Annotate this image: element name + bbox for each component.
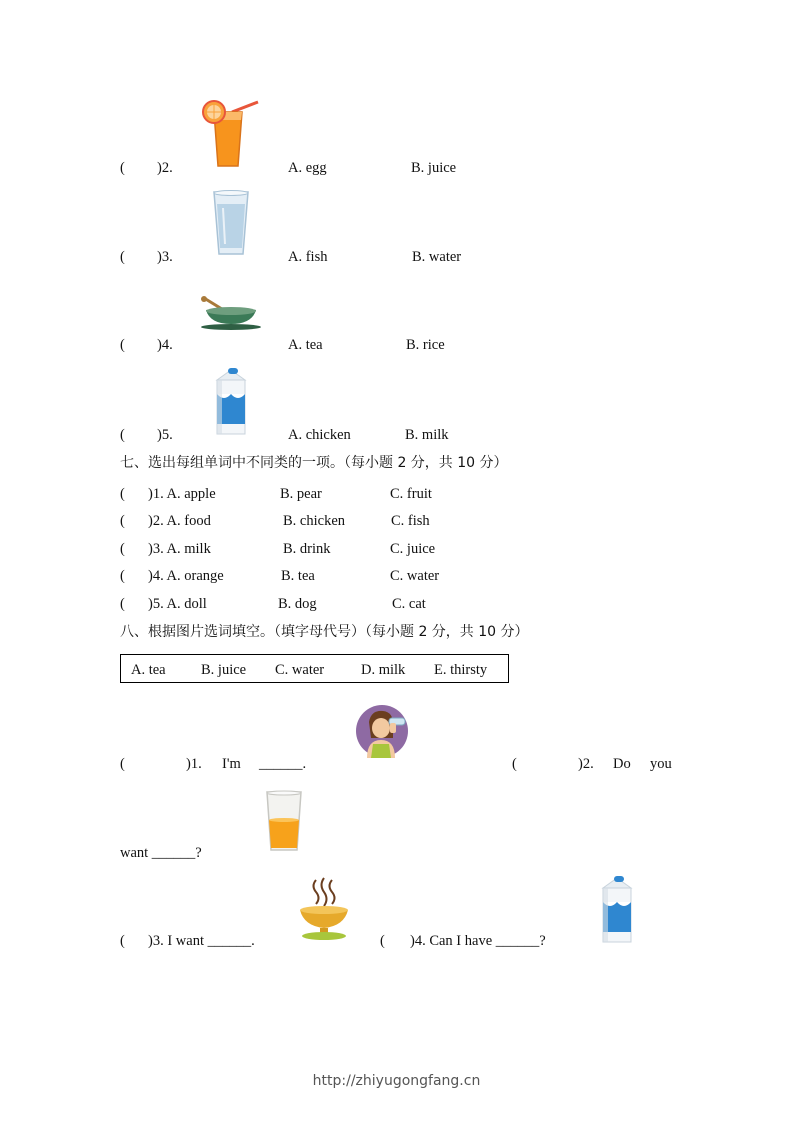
sentence-text: )3. I want ______.	[148, 933, 255, 949]
question-number: )3.	[157, 249, 173, 265]
word-option: C. water	[275, 662, 325, 678]
tea-cup-icon	[198, 296, 262, 332]
option-a: A. fish	[288, 249, 328, 265]
option-a: )5. A. doll	[148, 596, 207, 612]
word-option: B. juice	[201, 662, 247, 678]
answer-paren: (	[120, 160, 125, 176]
orange-juice-icon	[200, 98, 262, 170]
option-a: )4. A. orange	[148, 568, 224, 584]
milk-carton-icon	[214, 366, 248, 436]
answer-paren: (	[512, 756, 517, 772]
hot-tea-icon	[296, 876, 352, 944]
sentence-text: you	[650, 756, 672, 772]
word-option: A. tea	[131, 662, 166, 678]
answer-paren: (	[120, 337, 125, 353]
option-c: C. juice	[390, 541, 436, 557]
option-b: B. water	[412, 249, 462, 265]
option-b: B. drink	[283, 541, 331, 557]
water-glass-icon	[212, 190, 250, 258]
sentence-text: I'm	[222, 756, 241, 772]
option-b: B. pear	[280, 486, 322, 502]
answer-paren: (	[380, 933, 385, 949]
footer-url[interactable]: http://zhiyugongfang.cn	[312, 1073, 481, 1089]
answer-paren: (	[120, 427, 125, 443]
option-b: B. juice	[411, 160, 457, 176]
option-b: B. chicken	[283, 513, 346, 529]
question-number: )5.	[157, 427, 173, 443]
section-7-title: 七、选出每组单词中不同类的一项。（每小题 2 分，共 10 分）	[120, 455, 508, 471]
option-b: B. tea	[281, 568, 315, 584]
answer-paren: (	[120, 513, 125, 529]
section-8-title: 八、根据图片选词填空。（填字母代号）（每小题 2 分，共 10 分）	[120, 624, 529, 640]
question-number: )2.	[578, 756, 594, 772]
option-c: C. fish	[391, 513, 430, 529]
sentence-text: want ______?	[120, 845, 202, 861]
option-b: B. rice	[406, 337, 445, 353]
option-c: C. fruit	[390, 486, 432, 502]
option-c: C. cat	[392, 596, 426, 612]
answer-paren: (	[120, 756, 125, 772]
answer-paren: (	[120, 596, 125, 612]
sentence-text: Do	[613, 756, 631, 772]
option-a: A. tea	[288, 337, 323, 353]
option-b: B. milk	[405, 427, 449, 443]
word-option: E. thirsty	[434, 662, 488, 678]
fill-blank[interactable]: ______.	[259, 756, 307, 772]
thirsty-girl-icon	[355, 704, 409, 758]
question-number: )1.	[186, 756, 202, 772]
option-b: B. dog	[278, 596, 317, 612]
sentence-text: )4. Can I have ______?	[410, 933, 546, 949]
question-number: )2.	[157, 160, 173, 176]
option-a: A. egg	[288, 160, 327, 176]
option-a: A. chicken	[288, 427, 351, 443]
answer-paren: (	[120, 933, 125, 949]
question-number: )4.	[157, 337, 173, 353]
option-a: )2. A. food	[148, 513, 211, 529]
word-option: D. milk	[361, 662, 406, 678]
option-a: )3. A. milk	[148, 541, 211, 557]
answer-paren: (	[120, 541, 125, 557]
answer-paren: (	[120, 568, 125, 584]
milk-carton-icon	[600, 874, 634, 944]
answer-paren: (	[120, 486, 125, 502]
juice-glass-icon	[265, 790, 303, 852]
answer-paren: (	[120, 249, 125, 265]
option-c: C. water	[390, 568, 440, 584]
option-a: )1. A. apple	[148, 486, 216, 502]
